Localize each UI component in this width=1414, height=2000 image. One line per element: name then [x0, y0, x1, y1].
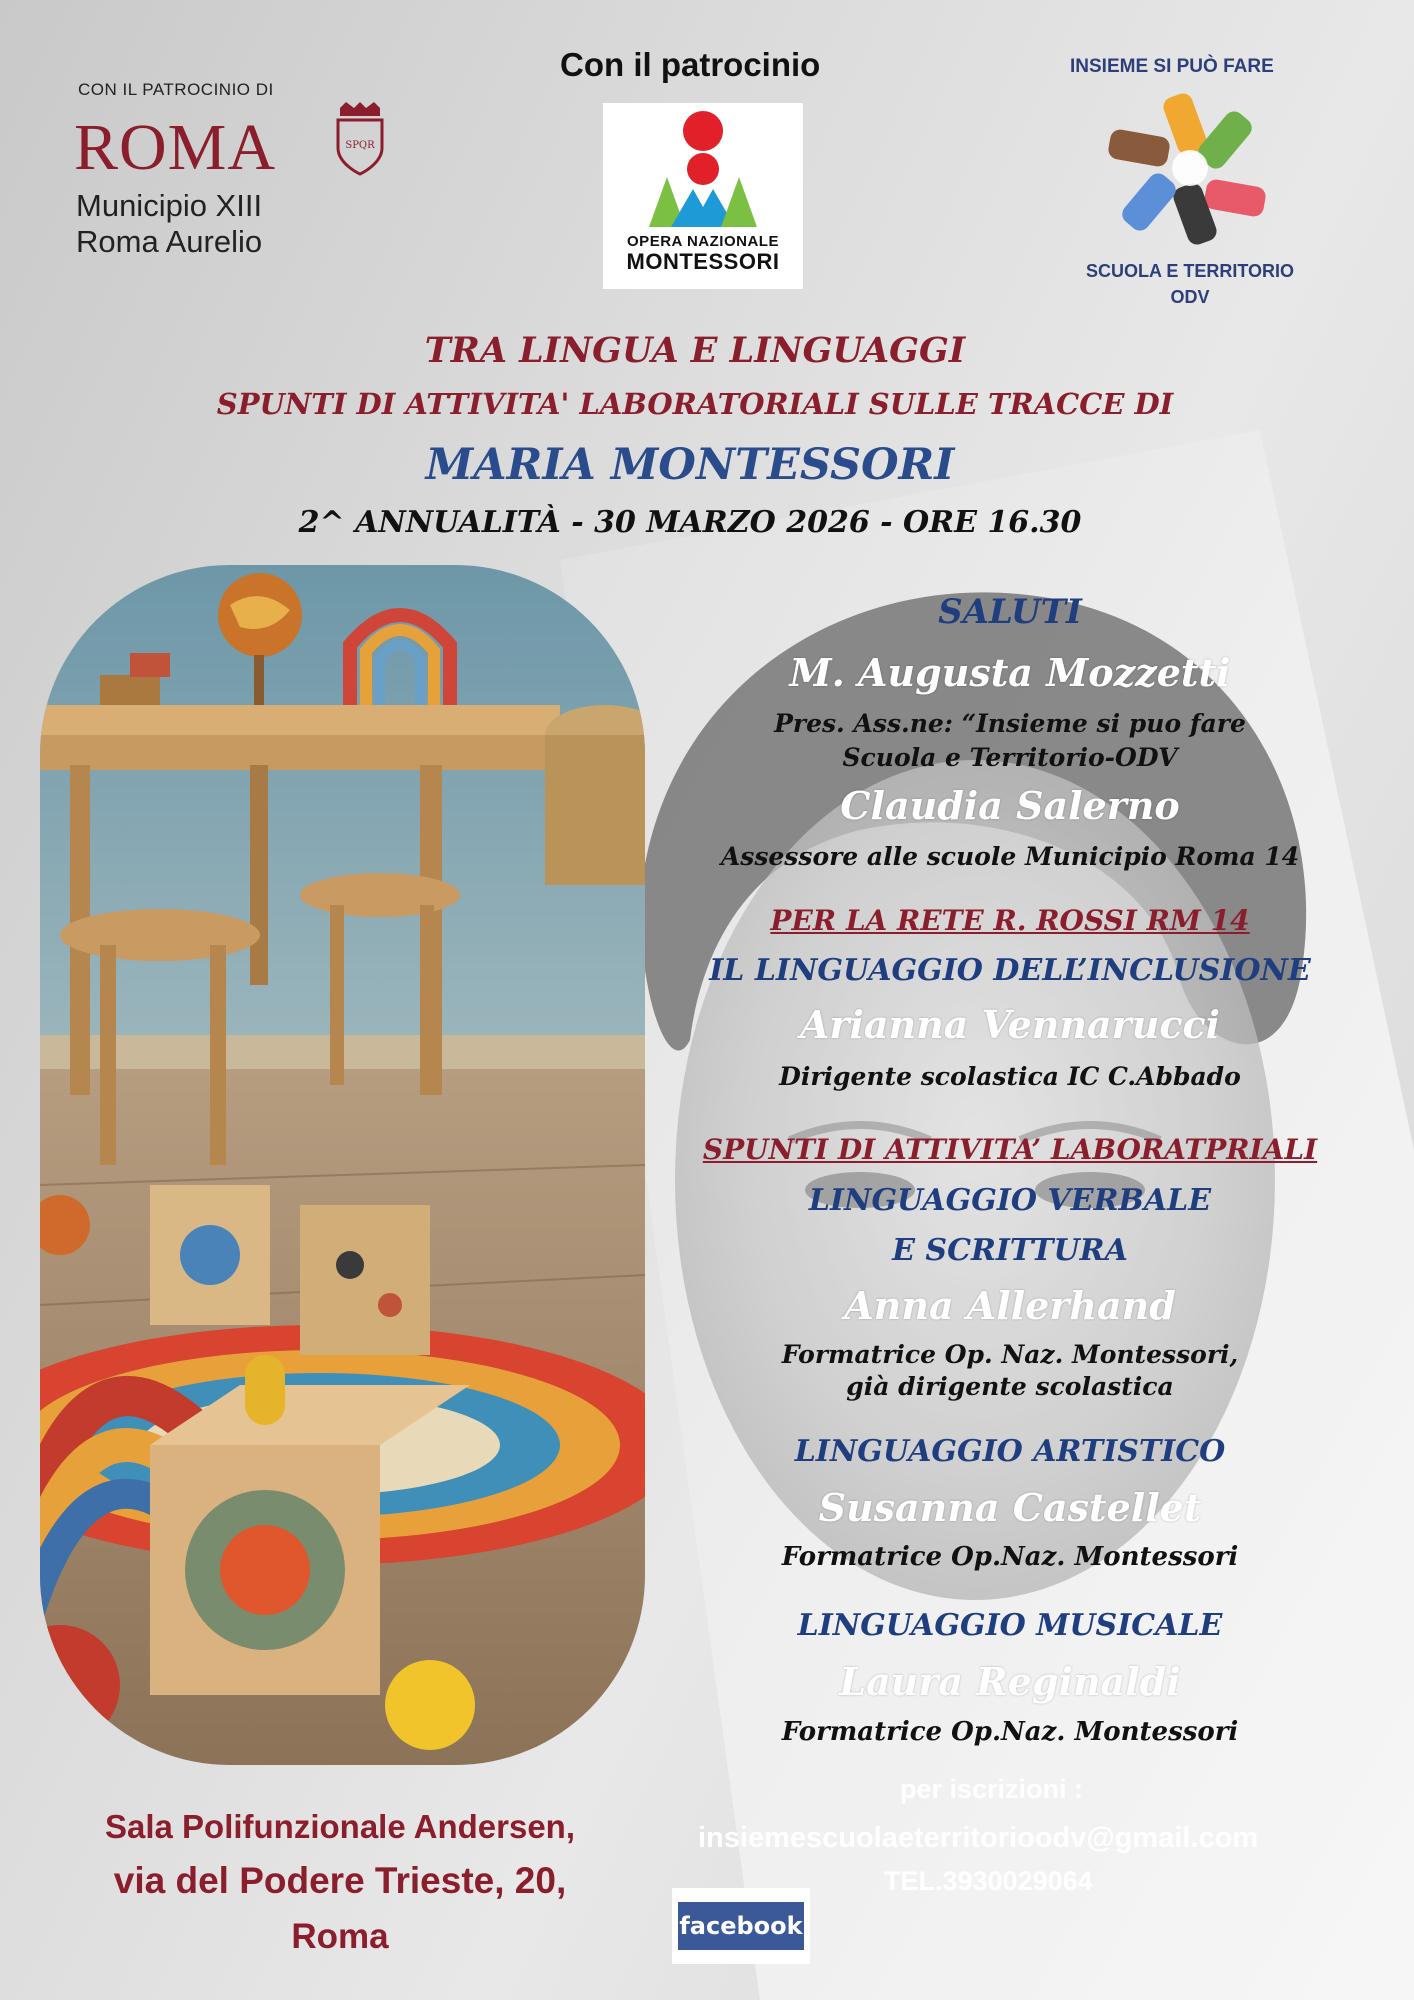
saluti-heading: SALUTI: [938, 592, 1082, 632]
speaker-name-castellet: Susanna Castellet: [818, 1485, 1202, 1530]
inclusione-heading: IL LINGUAGGIO DELL’INCLUSIONE: [709, 953, 1311, 988]
classroom-photo: [40, 565, 645, 1765]
speaker-name-allerhand: Anna Allerhand: [844, 1283, 1176, 1328]
spqr-text: SPQR: [345, 140, 375, 151]
speaker-name-vennarucci: Arianna Vennarucci: [799, 1002, 1221, 1047]
speaker-role-mozzetti: [650, 707, 1370, 775]
onm-line-2: MONTESSORI: [626, 249, 780, 274]
sct-line-1: SCUOLA E TERRITORIO: [1085, 261, 1294, 281]
contact-phone[interactable]: TEL.3930029064: [884, 1866, 1093, 1896]
municipio-line-1: Municipio XIII: [76, 188, 263, 223]
role-allerhand-line-2: già dirigente scolastica: [846, 1372, 1174, 1401]
sct-line-2: ODV: [1170, 287, 1210, 307]
role-mozzetti-line-1: Pres. Ass.ne: “Insieme si puo fare: [774, 709, 1246, 738]
classroom-illustration: [40, 565, 645, 1765]
contact-email[interactable]: insiemescuolaeterritorioodv@gmail.com: [698, 1822, 1259, 1854]
event-title-line-1: TRA LINGUA E LINGUAGGI: [424, 330, 966, 371]
onm-figures-icon: [643, 111, 763, 231]
event-title-line-2: SPUNTI DI ATTIVITA' LABORATORIALI SULLE TRACCE DI: [216, 387, 1174, 421]
speaker-name-reginaldi: Laura Reginaldi: [839, 1659, 1181, 1704]
facebook-badge[interactable]: [672, 1888, 810, 1964]
role-mozzetti-line-2: Scuola e Territorio-ODV: [842, 743, 1178, 772]
verbale-heading-line-1: LINGUAGGIO VERBALE: [808, 1183, 1212, 1218]
speaker-name-mozzetti: M. Augusta Mozzetti: [789, 650, 1231, 695]
center-patrocinio-label: Con il patrocinio: [560, 46, 821, 83]
event-title-main: MARIA MONTESSORI: [425, 440, 955, 490]
spunti-heading: SPUNTI DI ATTIVITA’ LABORATPRIALI: [702, 1133, 1318, 1166]
onm-line-1: OPERA NAZIONALE: [627, 233, 779, 250]
speaker-role-reginaldi: Formatrice Op.Naz. Montessori: [781, 1717, 1239, 1747]
roma-logo-text: ROMA: [74, 111, 277, 184]
venue-address: [40, 1802, 640, 1964]
speaker-role-vennarucci: Dirigente scolastica IC C.Abbado: [779, 1062, 1241, 1091]
speaker-role-allerhand: [650, 1339, 1370, 1403]
venue-line-1: Sala Polifunzionale Andersen,: [104, 1808, 576, 1845]
speaker-role-salerno: Assessore alle scuole Municipio Roma 14: [720, 842, 1300, 871]
venue-line-2: via del Podere Trieste, 20,: [113, 1860, 567, 1901]
sct-logo-text: [1060, 258, 1320, 310]
municipio-line-2: Roma Aurelio: [76, 224, 263, 259]
event-date-time: 2^ ANNUALITÀ - 30 MARZO 2026 - ORE 16.30: [298, 505, 1082, 540]
onm-logo-text: [603, 232, 803, 272]
spqr-shield-icon: [334, 102, 386, 176]
venue-line-3: Roma: [291, 1917, 389, 1956]
speaker-name-salerno: Claudia Salerno: [840, 783, 1180, 828]
musicale-heading: LINGUAGGIO MUSICALE: [797, 1608, 1223, 1643]
isf-logo-title: INSIEME SI PUÒ FARE: [1070, 56, 1274, 77]
facebook-label: facebook: [678, 1902, 804, 1950]
municipio-text: [76, 188, 262, 260]
roma-patrocinio-label: CON IL PATROCINIO DI: [78, 80, 274, 99]
verbale-heading-line-2: E SCRITTURA: [892, 1233, 1128, 1268]
rete-heading: PER LA RETE R. ROSSI RM 14: [770, 904, 1250, 937]
speaker-role-castellet: Formatrice Op.Naz. Montessori: [781, 1542, 1239, 1572]
hands-circle-icon: [1100, 88, 1280, 248]
iscrizioni-label: per iscrizioni :: [900, 1774, 1084, 1804]
artistico-heading: LINGUAGGIO ARTISTICO: [794, 1434, 1226, 1469]
role-allerhand-line-1: Formatrice Op. Naz. Montessori,: [781, 1340, 1239, 1369]
